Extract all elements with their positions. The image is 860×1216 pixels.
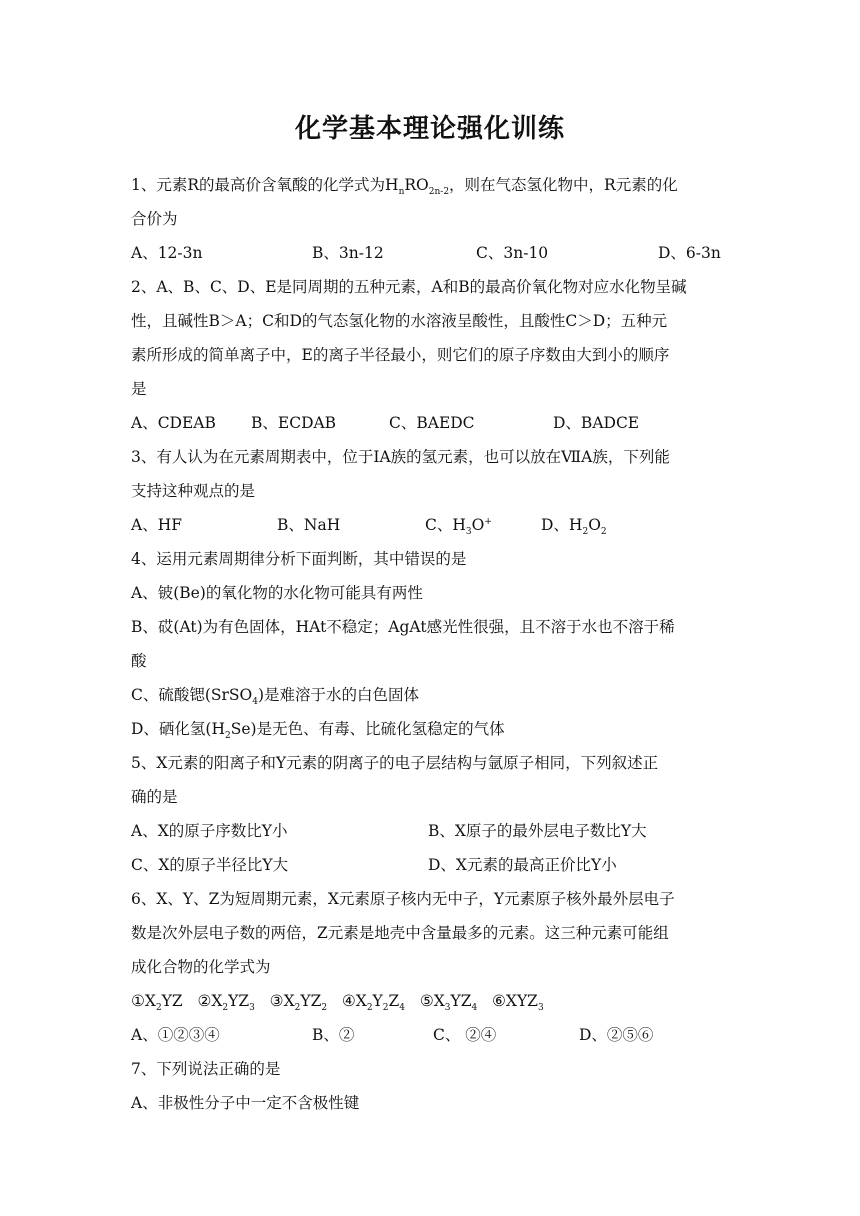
option-a: A、X的原子序数比Y小 <box>131 822 288 840</box>
question-5-stem: 5、X元素的阳离子和Y元素的阴离子的电子层结构与氩原子相同，下列叙述正 <box>131 754 659 772</box>
option-b: B、NaH <box>277 516 341 534</box>
option-d: D、②⑤⑥ <box>579 1026 654 1044</box>
option-c: C、硫酸锶(SrSO$_4$)是难溶于水的白色固体 <box>131 686 420 708</box>
question-3-options <box>131 508 731 542</box>
formula-2: $②X_2YZ_3$ <box>197 992 255 1014</box>
option-b: B、ECDAB <box>251 414 337 432</box>
question-2-stem: 是 <box>131 380 147 398</box>
formula-1: $①X_2YZ$ <box>131 992 183 1014</box>
page-title: 化学基本理论强化训练 <box>294 114 565 144</box>
formula-4: $④X_2Y_2Z_4$ <box>341 992 406 1014</box>
question-2-stem: 素所形成的简单离子中，E的离子半径最小，则它们的原子序数由大到小的顺序 <box>131 346 670 364</box>
question-6-stem: 成化合物的化学式为 <box>131 958 271 976</box>
option-d: D、6-3n <box>658 244 721 262</box>
question-2-stem: 性，且碱性B＞A；C和D的气态氢化物的水溶液呈酸性，且酸性C＞D；五种元 <box>131 312 668 330</box>
option-a: A、CDEAB <box>131 414 216 432</box>
option-a: A、12-3n <box>131 244 203 262</box>
question-5-options-row2 <box>131 848 731 882</box>
question-1-stem-cont: 合价为 <box>131 210 178 228</box>
option-a: A、①②③④ <box>131 1026 220 1044</box>
question-6-stem: 数是次外层电子数的两倍，Z元素是地壳中含量最多的元素。这三种元素可能组 <box>131 924 669 942</box>
question-5-stem: 确的是 <box>131 788 178 806</box>
option-d: D、硒化氢$(H_2Se)$是无色、有毒、比硫化氢稳定的气体 <box>131 720 505 742</box>
question-1-stem: 1、元素R的最高价含氧酸的化学式为$H_nRO_{2n-2}$，则在气态氢化物中，R元素的化 <box>131 176 678 198</box>
question-list <box>131 168 731 1120</box>
option-b: B、砹(At)为有色固体，HAt不稳定；AgAt感光性很强，且不溶于水也不溶于稀 <box>131 618 675 636</box>
question-6-stem: 6、X、Y、Z为短周期元素，X元素原子核内无中子，Y元素原子核外最外层电子 <box>131 890 675 908</box>
question-6-options <box>131 1018 731 1052</box>
option-c: C、3n-10 <box>476 244 549 262</box>
option-b-cont: 酸 <box>131 652 147 670</box>
question-2-options <box>131 406 731 440</box>
question-3-stem: 支持这种观点的是 <box>131 482 256 500</box>
option-b: B、X原子的最外层电子数比Y大 <box>428 822 647 840</box>
option-a: A、铍(Be)的氧化物的水化物可能具有两性 <box>131 584 423 602</box>
question-6-formulas <box>131 984 731 1018</box>
question-2-stem: 2、A、B、C、D、E是同周期的五种元素，A和B的最高价氧化物对应水化物呈碱 <box>131 278 687 296</box>
option-a: A、非极性分子中一定不含极性键 <box>131 1094 360 1112</box>
formula-6: $⑥XYZ_3$ <box>492 992 544 1014</box>
option-d: D、BADCE <box>553 414 640 432</box>
option-c: C、$H_3O^+$ <box>425 516 492 538</box>
option-c: C、 ②④ <box>433 1026 497 1044</box>
option-d: D、X元素的最高正价比Y小 <box>428 856 617 874</box>
option-b: B、3n-12 <box>312 244 384 262</box>
option-b: B、② <box>312 1026 355 1044</box>
formula-5: $⑤X_3YZ_4$ <box>419 992 478 1014</box>
question-4-stem: 4、运用元素周期律分析下面判断，其中错误的是 <box>131 550 467 568</box>
question-3-stem: 3、有人认为在元素周期表中，位于ⅠA族的氢元素，也可以放在ⅦA族，下列能 <box>131 448 670 466</box>
question-1-options <box>131 236 731 270</box>
option-d: D、$H_2O_2$ <box>541 516 607 538</box>
question-5-options-row1 <box>131 814 731 848</box>
option-a: A、HF <box>131 516 182 534</box>
option-c: C、BAEDC <box>389 414 475 432</box>
question-7-stem: 7、下列说法正确的是 <box>131 1060 281 1078</box>
formula-3: $③X_2YZ_2$ <box>269 992 328 1014</box>
option-c: C、X的原子半径比Y大 <box>131 856 289 874</box>
